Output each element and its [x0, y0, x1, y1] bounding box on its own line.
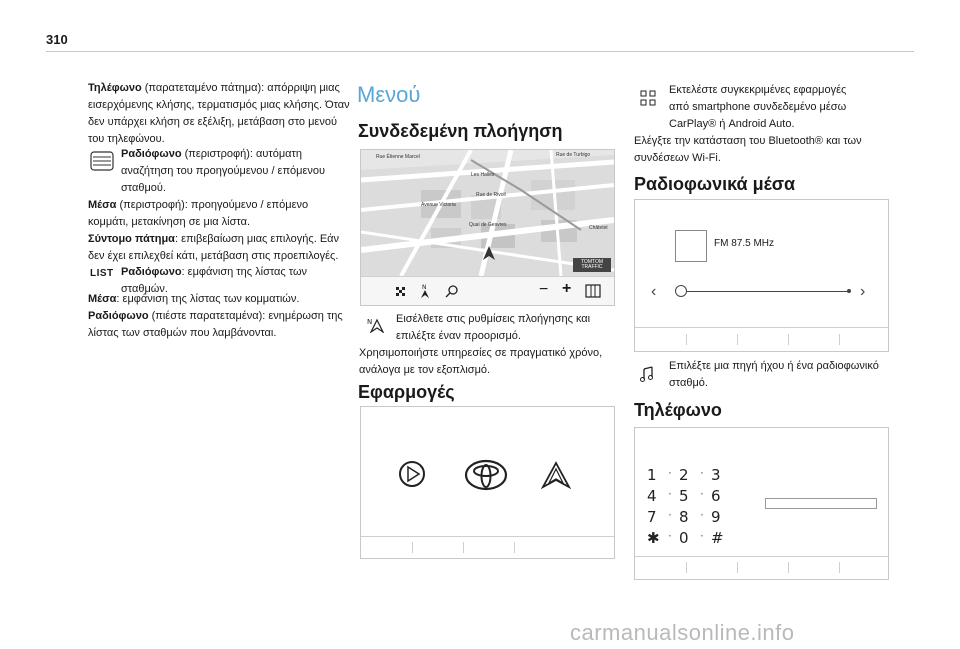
term-radio: Ραδιόφωνο	[121, 148, 182, 160]
desc-radio: (περιστροφή): αυτόματη αναζήτηση του προηγούμενου / επόμενου σταθμού.	[121, 148, 326, 194]
radio-heading: Ραδιοφωνικά μέσα	[634, 174, 796, 194]
navigation-screen	[360, 149, 615, 306]
list-icon: LIST	[90, 268, 114, 279]
desc-media-list: : εμφάνιση της λίστας των κομματιών.	[116, 293, 300, 305]
paragraph-media-list	[88, 291, 350, 308]
toyota-logo-icon[interactable]	[464, 459, 508, 496]
map-label: Quai de Gesvres	[469, 222, 507, 228]
nav-heading: Συνδεδεμένη πλοήγηση	[358, 121, 563, 141]
chevron-left-icon[interactable]: ‹	[651, 283, 657, 300]
keypad-key-6[interactable]: 6	[711, 487, 721, 505]
toolbar-separator	[686, 562, 687, 573]
navigation-arrow-icon	[367, 317, 385, 338]
search-icon[interactable]	[445, 284, 459, 303]
radio-screen	[634, 199, 889, 352]
keypad-key-star[interactable]: ✱	[647, 529, 660, 547]
keypad-key-1[interactable]: 1	[647, 466, 657, 484]
dial-number-field[interactable]	[765, 498, 877, 509]
keypad-separator: ·	[700, 466, 704, 480]
map-label: Rue de Rivoli	[476, 192, 506, 198]
toolbar-separator	[788, 562, 789, 573]
keypad-key-5[interactable]: 5	[679, 487, 689, 505]
keypad-key-9[interactable]: 9	[711, 508, 721, 526]
toolbar-separator	[737, 562, 738, 573]
map-label: Châtelet	[589, 225, 608, 231]
keypad-key-0[interactable]: 0	[679, 529, 689, 547]
nav-toolbar	[361, 276, 614, 306]
station-logo-placeholder	[675, 230, 707, 262]
apps-heading: Εφαρμογές	[358, 382, 455, 402]
apps-toolbar-divider	[361, 536, 614, 537]
toolbar-separator	[463, 542, 464, 553]
keypad-separator: ·	[700, 487, 704, 501]
watermark: carmanualsonline.info	[570, 620, 795, 645]
nav-realtime-text: Χρησιμοποιήστε υπηρεσίες σε πραγματικό χρόνο, ανάλογα με τον εξοπλισμό.	[359, 347, 603, 376]
phone-screen	[634, 427, 889, 580]
keypad-key-3[interactable]: 3	[711, 466, 721, 484]
map-view	[361, 150, 614, 276]
phone-heading: Τηλέφωνο	[634, 400, 722, 420]
keypad-separator: ·	[668, 529, 672, 543]
keypad-key-4[interactable]: 4	[647, 487, 657, 505]
connectivity-description: Ελέγξτε την κατάσταση του Bluetooth® και των συνδέσεων Wi-Fi.	[634, 135, 862, 164]
desc-radio-list: : εμφάνιση της λίστας των σταθμών.	[121, 266, 308, 295]
keypad-separator: ·	[700, 508, 704, 522]
frequency-slider-handle[interactable]	[675, 285, 687, 297]
paragraph-short-press	[88, 231, 350, 265]
apps-description: Εκτελέστε συγκεκριμένες εφαρμογές από smartphone συνδεδεμένο μέσω CarPlay® ή Android Auto.	[669, 84, 847, 130]
page-number: 310	[46, 32, 68, 47]
svg-text:N: N	[422, 284, 427, 291]
term-radio-update: Ραδιόφωνο	[88, 310, 149, 322]
map-label: Rue Étienne Marcel	[376, 154, 420, 160]
carplay-icon[interactable]	[397, 459, 427, 494]
paragraph-media-rotate	[88, 197, 350, 231]
header-divider	[46, 51, 914, 52]
keypad-key-hash[interactable]: #	[711, 529, 724, 547]
keypad-key-7[interactable]: 7	[647, 508, 657, 526]
term-short-press: Σύντομο πάτημα	[88, 233, 175, 245]
radio-frequency: FM 87.5 MHz	[714, 238, 775, 249]
term-media: Μέσα	[88, 199, 117, 211]
toolbar-separator	[412, 542, 413, 553]
apps-screen	[360, 406, 615, 559]
toolbar-separator	[514, 542, 515, 553]
term-media-list: Μέσα	[88, 293, 117, 305]
toolbar-separator	[686, 334, 687, 345]
keypad-separator: ·	[700, 529, 704, 543]
desc-short-press: : επιβεβαίωση μιας επιλογής. Εάν δεν έχει επιλεχθεί κάτι, μετάβαση στις προεπιλογές.	[88, 233, 340, 262]
paragraph-phone-long-press	[88, 80, 350, 148]
menu-title: Μενού	[357, 82, 421, 107]
desc-radio-update: (πιέστε παρατεταμένα): ενημέρωση της λίστας των σταθμών που λαμβάνονται.	[88, 310, 343, 339]
nav-instruction: Εισέλθετε στις ρυθμίσεις πλοήγησης και επιλέξτε έναν προορισμό.	[396, 313, 591, 342]
term-radio-list: Ραδιόφωνο	[121, 266, 182, 278]
toolbar-separator	[839, 562, 840, 573]
desc-media: (περιστροφή): προηγούμενο / επόμενο κομμάτι, μετακίνηση σε μια λίστα.	[88, 199, 309, 228]
radio-rotate-icon	[89, 150, 115, 172]
svg-text:N: N	[367, 318, 373, 326]
phone-keypad	[647, 466, 737, 547]
paragraph-radio-rotate	[121, 146, 349, 197]
keypad-key-2[interactable]: 2	[679, 466, 689, 484]
music-note-icon	[640, 366, 654, 387]
keypad-row	[647, 466, 737, 486]
zoom-in-icon[interactable]: +	[562, 280, 572, 297]
map-label: Les Halles	[471, 172, 495, 178]
chevron-right-icon[interactable]: ›	[860, 283, 866, 300]
desc-phone: (παρατεταμένο πάτημα): απόρριψη μιας εισερχόμενης κλήσης, τερματισμός μιας κλήσης. Όταν δεν υπάρχει κλήση σε εξέλιξη, μετάβαση στο μενού του τηλεφώνου.	[88, 82, 350, 145]
term-phone: Τηλέφωνο	[88, 82, 142, 94]
keypad-separator: ·	[668, 466, 672, 480]
slider-end-dot	[847, 289, 851, 293]
toolbar-separator	[839, 334, 840, 345]
keypad-separator: ·	[668, 508, 672, 522]
map-label: Avenue Victoria	[421, 202, 456, 208]
compass-north-icon[interactable]	[419, 283, 431, 304]
destination-flag-icon[interactable]	[395, 285, 407, 303]
toolbar-separator	[788, 334, 789, 345]
frequency-slider-track[interactable]	[679, 291, 849, 292]
phone-toolbar-divider	[635, 556, 888, 557]
radio-description: Επιλέξτε μια πηγή ήχου ή ένα ραδιοφωνικό σταθμό.	[669, 360, 879, 389]
keypad-key-8[interactable]: 8	[679, 508, 689, 526]
zoom-out-icon[interactable]: −	[539, 281, 549, 298]
map-options-icon[interactable]	[585, 284, 601, 303]
radio-toolbar-divider	[635, 327, 888, 328]
map-label: Rue de Turbigo	[556, 152, 591, 158]
paragraph-radio-update	[88, 308, 350, 342]
keypad-separator: ·	[668, 487, 672, 501]
android-auto-icon[interactable]	[541, 461, 571, 494]
apps-grid-icon	[640, 90, 656, 111]
tomtom-traffic-logo: TOMTOM TRAFFIC	[580, 259, 604, 270]
toolbar-separator	[737, 334, 738, 345]
